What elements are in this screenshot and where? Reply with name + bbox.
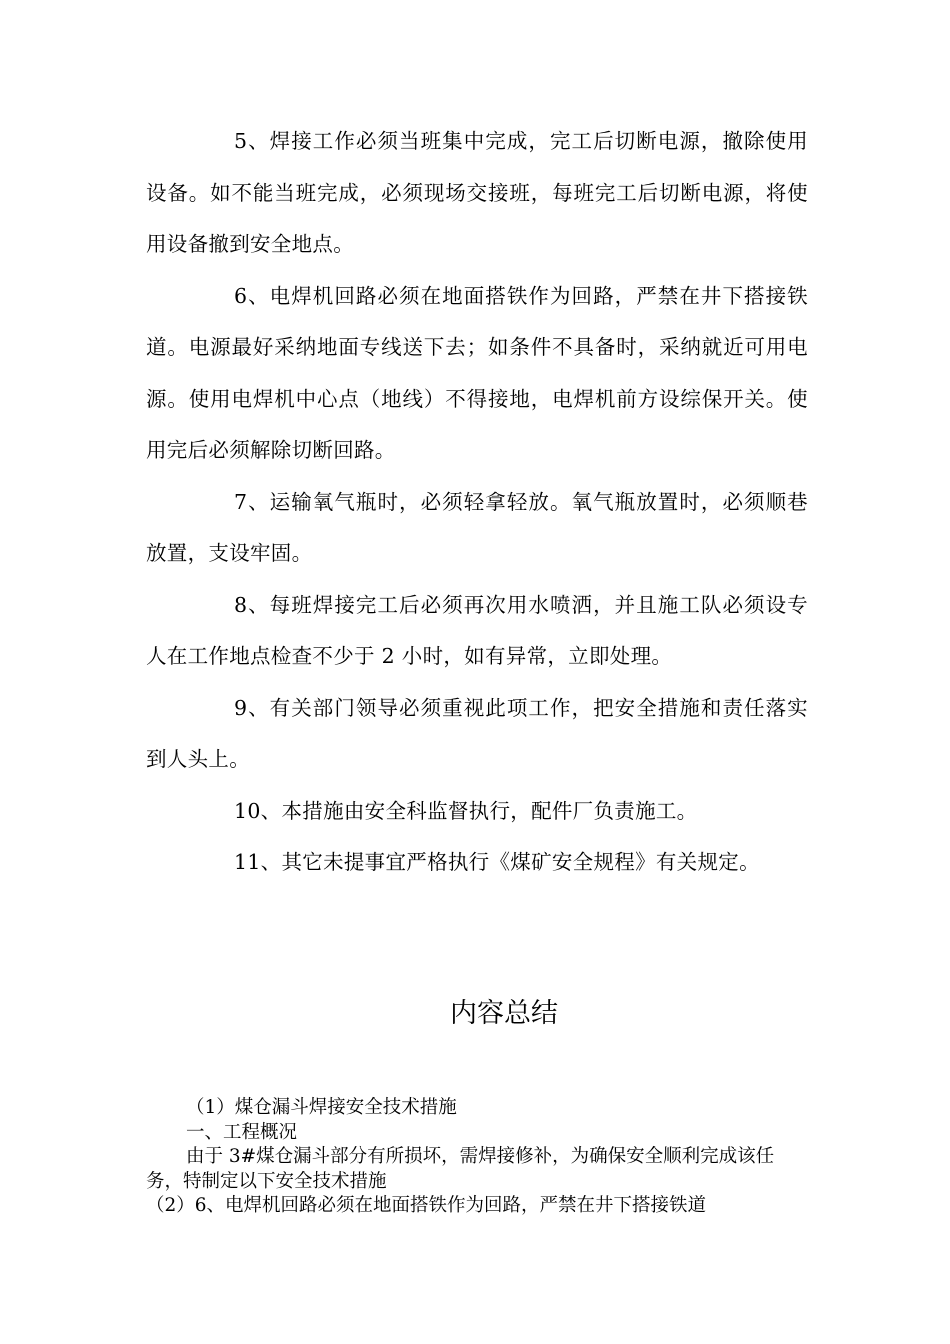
measure-item-6: 6、电焊机回路必须在地面搭铁作为回路，严禁在井下搭接铁道。电源最好采纳地面专线送下去；如条件不具备时，采纳就近可用电源。使用电焊机中心点（地线）不得接地，电焊机前方设综保开关。使用完后必须解除切断回路。	[146, 283, 808, 462]
measure-item-5: 5、焊接工作必须当班集中完成，完工后切断电源，撤除使用设备。如不能当班完成，必须现场交接班，每班完工后切断电源，将使用设备撤到安全地点。	[146, 129, 808, 256]
summary-line-4: （2）6、电焊机回路必须在地面搭铁作为回路，严禁在井下搭接铁道	[146, 1195, 707, 1216]
measure-item-8: 8、每班焊接完工后必须再次用水喷洒，并且施工队必须设专人在工作地点检查不少于 2 小时，如有异常，立即处理。	[146, 592, 808, 668]
measures-body	[146, 116, 808, 889]
summary-line-3: 由于 3#煤仓漏斗部分有所损坏，需焊接修补，为确保安全顺利完成该任务，特制定以下安全技术措施	[146, 1146, 775, 1192]
summary-title: 内容总结	[450, 998, 558, 1029]
summary-line-1: （1）煤仓漏斗焊接安全技术措施	[186, 1097, 457, 1118]
summary-section	[146, 1096, 808, 1219]
measure-item-11: 11、其它未提事宜严格执行《煤矿安全规程》有关规定。	[234, 850, 760, 874]
measure-item-10: 10、本措施由安全科监督执行，配件厂负责施工。	[234, 798, 698, 823]
measure-item-9: 9、有关部门领导必须重视此项工作，把安全措施和责任落实到人头上。	[146, 695, 808, 771]
summary-line-2: 一、工程概况	[186, 1121, 298, 1143]
measure-item-7: 7、运输氧气瓶时，必须轻拿轻放。氧气瓶放置时，必须顺巷放置，支设牢固。	[146, 489, 808, 565]
